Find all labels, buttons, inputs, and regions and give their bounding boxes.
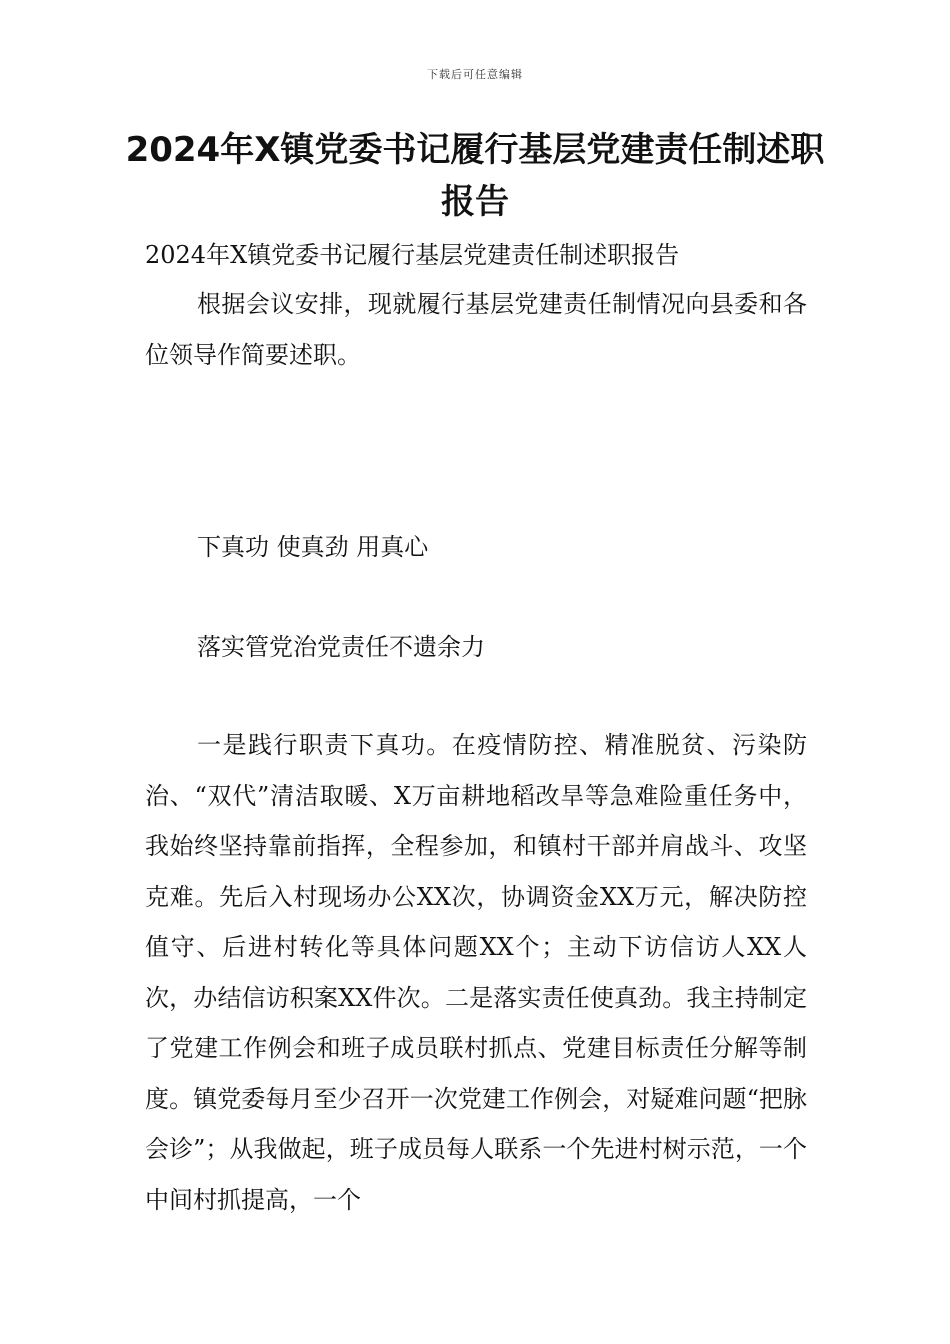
header-note: 下载后可任意编辑 [427, 68, 523, 81]
body-paragraph: 一是践行职责下真功。在疫情防控、精准脱贫、污染防治、“双代”清洁取暖、X万亩耕地稻改旱等急难险重任务中，我始终坚持靠前指挥，全程参加，和镇村干部并肩战斗、攻坚克难。先后入村现场办公XX次，协调资金XX万元，解决防控值守、后进村转化等具体问题XX个；主动下访信访人XX人次，办结信访积案XX件次。二是落实责任使真劲。我主持制定了党建工作例会和班子成员联村抓点、党建目标责任分解等制度。镇党委每月至少召开一次党建工作例会，对疑难问题“把脉会诊”；从我做起，班子成员每人联系一个先进村树示范，一个中间村抓提高，一个 [145, 731, 807, 1214]
intro-paragraph: 根据会议安排，现就履行基层党建责任制情况向县委和各位领导作简要述职。 [145, 290, 807, 369]
section-subheading: 落实管党治党责任不遗余力 [197, 633, 485, 661]
section-heading: 下真功 使真劲 用真心 [197, 533, 429, 561]
document-subtitle: 2024年X镇党委书记履行基层党建责任制述职报告 [145, 241, 680, 269]
document-title: 2024年X镇党委书记履行基层党建责任制述职报告 [125, 130, 825, 222]
